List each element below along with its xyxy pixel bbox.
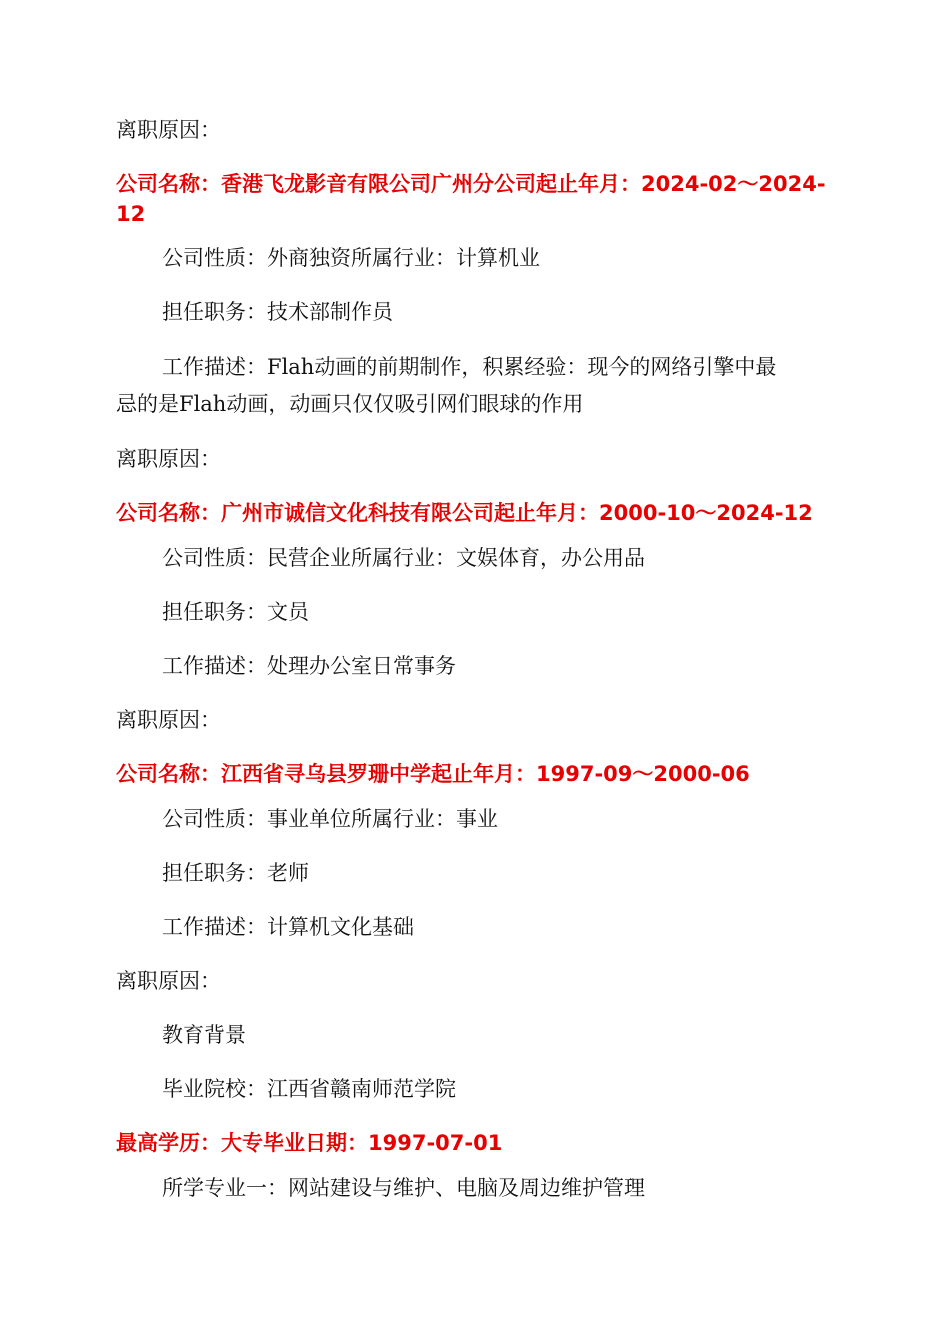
highest-degree-heading: 最高学历：大专毕业日期：1997-07-01 <box>116 1131 503 1155</box>
job-title-3: 担任职务：老师 <box>162 861 309 885</box>
leave-reason-2: 离职原因： <box>116 447 221 471</box>
education-heading: 教育背景 <box>162 1023 246 1047</box>
company-heading-2: 公司名称：广州市诚信文化科技有限公司起止年月：2000-10～2024-12 <box>116 501 813 525</box>
company-type-1: 公司性质：外商独资所属行业：计算机业 <box>162 246 540 270</box>
company-heading-1: 公司名称：香港飞龙影音有限公司广州分公司起止年月：2024-02～2024- <box>116 172 826 196</box>
graduate-school: 毕业院校：江西省赣南师范学院 <box>162 1077 456 1101</box>
leave-reason-4: 离职原因： <box>116 969 221 993</box>
job-title-2: 担任职务：文员 <box>162 600 309 624</box>
company-type-2: 公司性质：民营企业所属行业：文娱体育，办公用品 <box>162 546 645 570</box>
company-type-3: 公司性质：事业单位所属行业：事业 <box>162 807 498 831</box>
leave-reason-1: 离职原因： <box>116 118 221 142</box>
company-heading-3: 公司名称：江西省寻乌县罗珊中学起止年月：1997-09～2000-06 <box>116 762 750 786</box>
leave-reason-3: 离职原因： <box>116 708 221 732</box>
job-desc-2: 工作描述：处理办公室日常事务 <box>162 654 456 678</box>
job-desc-1: 工作描述：Flah动画的前期制作，积累经验：现今的网络引擎中最 <box>162 355 777 379</box>
job-desc-1-cont: 忌的是Flah动画，动画只仅仅吸引网们眼球的作用 <box>116 392 584 416</box>
company-heading-1-cont: 12 <box>116 202 146 226</box>
job-title-1: 担任职务：技术部制作员 <box>162 300 393 324</box>
major: 所学专业一：网站建设与维护、电脑及周边维护管理 <box>162 1176 645 1200</box>
job-desc-3: 工作描述：计算机文化基础 <box>162 915 414 939</box>
